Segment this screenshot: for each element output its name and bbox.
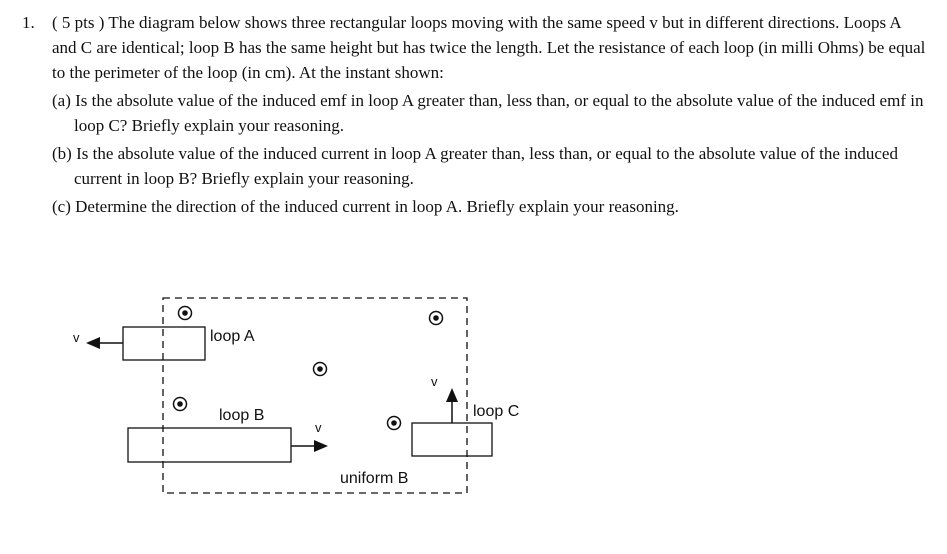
part-a-label: (a) [52, 91, 71, 110]
loop-a-label: loop A [210, 328, 255, 345]
loop-a [123, 327, 205, 360]
loop-a-velocity-label: v [73, 330, 80, 345]
loop-a-arrowhead [86, 337, 100, 349]
part-b-label: (b) [52, 144, 72, 163]
field-dot-icon [179, 307, 192, 320]
field-dot-icon [174, 398, 187, 411]
field-label: uniform B [340, 470, 409, 487]
loop-c-arrowhead [446, 388, 458, 402]
field-region-boundary [163, 298, 467, 493]
loop-b-label: loop B [219, 407, 265, 424]
field-dot-icon [388, 417, 401, 430]
loop-c-label: loop C [473, 403, 520, 420]
problem-stem-text: ( 5 pts ) The diagram below shows three rectangular loops moving with the same speed v but in different directions. Loops A and C are identical; loop B has the same height but has twice the length. Let the resistance of each loop (in milli Ohms) be equal to the perimeter of the loop (in cm). At the instant shown: [52, 13, 926, 82]
field-dot-icon [430, 312, 443, 325]
loop-c [412, 423, 492, 456]
loop-b-velocity-label: v [315, 420, 322, 435]
loop-c-velocity-label: v [431, 374, 438, 389]
part-a-text: Is the absolute value of the induced emf in loop A greater than, less than, or equal to the absolute value of the induced emf in loop C? Briefly explain your reasoning. [74, 91, 924, 135]
part-c-text: Determine the direction of the induced current in loop A. Briefly explain your reasoning. [75, 197, 679, 216]
field-dot-icon [314, 363, 327, 376]
part-b-text: Is the absolute value of the induced current in loop A greater than, less than, or equal to the absolute value of the induced current in loop B? Briefly explain your reasoning. [74, 144, 898, 188]
loop-b [128, 428, 291, 462]
loop-b-arrowhead [314, 440, 328, 452]
part-c-label: (c) [52, 197, 71, 216]
problem-number: 1. [22, 13, 35, 32]
